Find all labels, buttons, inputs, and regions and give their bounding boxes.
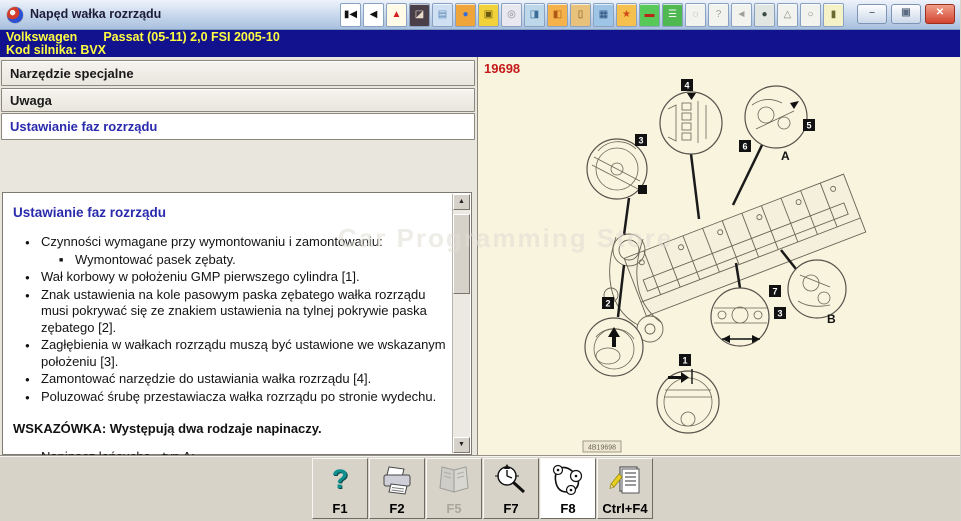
instruction-text (3, 193, 451, 467)
manual-f5-button (426, 458, 482, 519)
document-pencil-icon (598, 459, 652, 500)
f7-label: F7 (503, 501, 519, 516)
watermark-text: Car Programming Store (338, 223, 674, 253)
timing-diagram (478, 57, 961, 455)
image-icon[interactable]: ◪ (409, 3, 430, 27)
svg-text:4: 4 (684, 80, 690, 91)
scroll-up-button[interactable]: ▲ (453, 194, 470, 210)
help-f1-button[interactable] (312, 458, 368, 519)
label-5 (803, 119, 815, 131)
svg-text:7: 7 (772, 286, 778, 297)
go-back-icon[interactable]: ◀ (363, 3, 384, 27)
magnifier-clock-icon (484, 459, 538, 500)
vehicle-green-icon[interactable]: ▬ (639, 3, 660, 27)
go-first-icon[interactable]: ▮◀ (340, 3, 361, 27)
engine-unit-icon[interactable]: ▦ (593, 3, 614, 27)
label-letter-a: A (781, 149, 790, 163)
hand-tool-icon[interactable]: ◄ (731, 3, 752, 27)
title-bar (0, 0, 960, 30)
notes-ctrlf4-button[interactable] (597, 458, 653, 519)
print-green-icon[interactable]: ☰ (662, 3, 683, 27)
list-subitem: ■ Wymontować pasek zębaty. (13, 252, 449, 269)
svg-text:2: 2 (605, 298, 611, 309)
restore-button[interactable]: ▣ (891, 4, 921, 24)
question-mark-icon: ? (331, 464, 349, 494)
menu-item-special-tools[interactable]: Narzędzie specjalne (1, 60, 475, 86)
label-1 (679, 354, 691, 366)
vehicle-header (0, 30, 960, 57)
f5-label: F5 (446, 501, 462, 516)
label-letter-b: B (827, 312, 836, 326)
spark-icon[interactable]: ★ (616, 3, 637, 27)
scrollbar[interactable] (452, 194, 470, 453)
globe-icon[interactable]: ● (455, 3, 476, 27)
minimize-button[interactable]: – (857, 4, 887, 24)
svg-text:3: 3 (638, 135, 644, 146)
list-item: ● Poluzować śrubę przestawiacza wałka rozrządu po stronie wydechu. (13, 389, 449, 406)
menu-item-note[interactable]: Uwaga (1, 88, 475, 112)
svg-text:1: 1 (682, 355, 688, 366)
instruction-heading: Ustawianie faz rozrządu (13, 205, 167, 220)
engine-code: Kod silnika: BVX (6, 43, 107, 57)
triangle-outline-icon[interactable]: △ (777, 3, 798, 27)
label-marker (638, 185, 647, 194)
app-icon (7, 7, 23, 23)
warning-icon[interactable]: ▲ (386, 3, 407, 27)
figure-number: 19698 (484, 61, 521, 76)
label-7 (769, 285, 781, 297)
figure-code-box (583, 441, 621, 452)
svg-text:6: 6 (742, 141, 748, 152)
scroll-down-button[interactable]: ▼ (453, 437, 470, 453)
help-gray-icon[interactable]: ? (708, 3, 729, 27)
svg-text:5: 5 (806, 120, 812, 131)
toolbar-icons (340, 3, 844, 27)
car-photo-icon[interactable]: ▣ (478, 3, 499, 27)
svg-text:4B19698: 4B19698 (587, 444, 617, 452)
instruction-list (13, 234, 449, 405)
timing-belt-icon (541, 459, 595, 500)
ctrl-f4-label: Ctrl+F4 (602, 501, 648, 516)
print-f2-button[interactable] (369, 458, 425, 519)
callout-crank-pulley (657, 371, 719, 433)
close-button[interactable]: ✕ (925, 4, 955, 24)
car-sketch-icon[interactable]: ◌ (685, 3, 706, 27)
list-item: ● Zagłębienia w wałkach rozrządu muszą być ustawione we wskazanym położeniu [3]. (13, 337, 449, 370)
vehicle-line (6, 31, 960, 44)
bottom-toolbar (0, 455, 960, 521)
vehicle-model: Passat (05-11) 2,0 FSI 2005-10 (103, 30, 280, 44)
switch-icon[interactable]: ▮ (823, 3, 844, 27)
scroll-thumb[interactable] (453, 214, 470, 294)
label-3-mid (774, 307, 786, 319)
callout-cam-ends (711, 288, 769, 346)
vehicle-brand: Volkswagen (6, 30, 78, 44)
callout-tensioner-b (788, 260, 846, 318)
diagram-panel (477, 57, 960, 455)
list-item: ● Wał korbowy w położeniu GMP pierwszego cylindra [1]. (13, 269, 449, 286)
instruction-panel (2, 192, 472, 455)
sphere-icon[interactable]: ● (754, 3, 775, 27)
clutch-disc-icon[interactable]: ◎ (501, 3, 522, 27)
technician-icon[interactable]: ◨ (524, 3, 545, 27)
f1-label: F1 (332, 501, 348, 516)
callout-tensioner-a (745, 86, 807, 148)
window-controls (857, 4, 955, 24)
cabinet-icon[interactable]: ▯ (570, 3, 591, 27)
label-2 (602, 297, 614, 309)
label-3-cam (635, 134, 647, 146)
list-item: ● Znak ustawienia na kole pasowym paska zębatego wałka rozrządu musi pokrywać się ze znakiem ustawienia na tylnej pokrywie paska zębatego [2]. (13, 287, 449, 337)
timing-belt-f8-button[interactable] (540, 458, 596, 519)
car-outline-icon[interactable]: ○ (800, 3, 821, 27)
f8-label: F8 (560, 501, 576, 516)
book-icon (427, 459, 481, 500)
inspection-f7-button[interactable] (483, 458, 539, 519)
window-title: Napęd wałka rozrządu (30, 7, 162, 21)
printer-icon (370, 459, 424, 500)
scene-icon[interactable]: ◧ (547, 3, 568, 27)
menu-item-valve-timing-selected[interactable]: Ustawianie faz rozrządu (1, 113, 475, 140)
list-item: ● Czynności wymagane przy wymontowaniu i zamontowaniu: (13, 234, 449, 251)
list-item: ● Zamontować narzędzie do ustawiania wałka rozrządu [4]. (13, 371, 449, 388)
svg-text:3: 3 (777, 308, 783, 319)
label-4 (681, 79, 693, 91)
label-6 (739, 140, 751, 152)
left-panel (0, 57, 477, 455)
blueprint-icon[interactable]: ▤ (432, 3, 453, 27)
note-text: WSKAZÓWKA: Występują dwa rodzaje napinaczy. (13, 421, 322, 436)
f2-label: F2 (389, 501, 405, 516)
